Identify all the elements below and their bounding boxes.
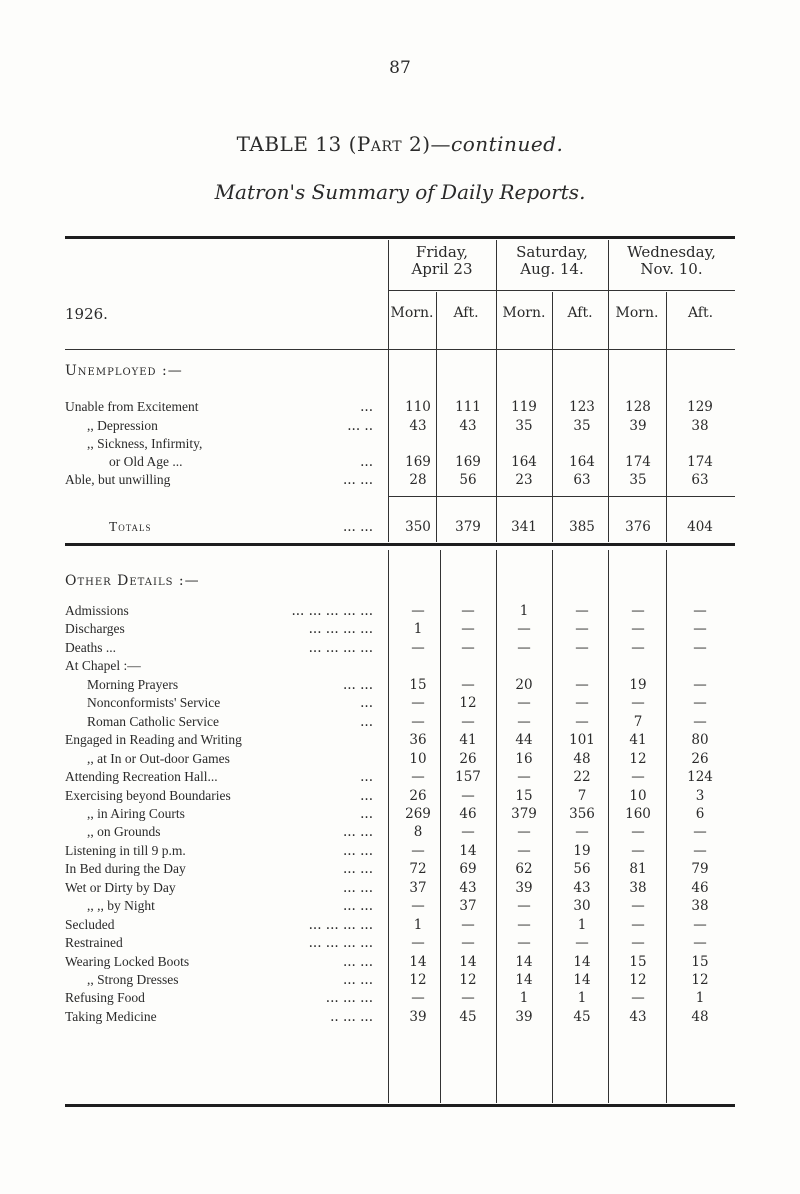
cell: 19 [629,676,647,693]
cell: — [631,898,645,915]
bottom-rule [65,1104,735,1107]
header-day-3-line2: Nov. 10. [640,260,703,278]
cell: 14 [573,972,591,988]
cell: 376 [625,519,651,535]
cell: — [517,621,531,638]
cell: 379 [455,519,481,535]
cell: 63 [573,472,591,488]
cell: 26 [691,750,709,767]
table-row [65,880,735,898]
table-row [65,658,735,676]
cell: 44 [515,732,533,749]
leader-dots: ... ... ... ... [308,935,373,952]
table-row [65,898,735,916]
cell: — [631,824,645,841]
row-label: Restrained [65,935,123,951]
row-label: Refusing Food [65,990,145,1006]
row-label: Deaths ... [65,639,116,655]
row-label: Secluded [65,916,115,932]
cell: 7 [633,713,643,730]
cell: — [411,639,425,656]
table-row [65,399,735,417]
row-label: ,, Sickness, Infirmity, [87,436,203,451]
cell: — [631,603,645,619]
cell: — [461,935,475,952]
row-label: Roman Catholic Service [87,713,219,729]
header-day-2-line2: Aug. 14. [520,260,584,278]
cell: 56 [459,472,477,488]
header-day-1 [388,244,496,278]
cell: 19 [573,842,591,859]
cell: 14 [515,972,533,988]
cell: — [693,916,707,933]
cell: 35 [573,418,591,434]
row-label: Engaged in Reading and Writing [65,732,242,748]
cell: 30 [573,898,591,915]
cell: 14 [459,842,477,859]
cell: 119 [511,399,537,415]
cell: 35 [629,472,647,488]
cell: 72 [409,861,427,878]
cell: 23 [515,472,533,488]
cell: 174 [687,454,713,470]
cell: — [411,695,425,712]
table-row [65,990,735,1008]
leader-dots: ... ... ... ... [308,621,373,638]
table-row [65,1009,735,1027]
cell: 43 [459,418,477,434]
table-title [0,132,800,156]
table-row [65,806,735,824]
cell: — [517,639,531,656]
cell: 12 [629,972,647,988]
leader-dots: ... ... [342,953,373,970]
cell: 39 [515,879,533,896]
leader-dots: ... ... ... [325,990,373,1007]
cell: 15 [515,787,533,804]
cell: — [575,935,589,952]
cell: 12 [629,750,647,767]
cell: — [631,916,645,933]
cell: 174 [625,454,651,470]
row-label: ,, ,, by Night [87,898,155,914]
table-row [65,972,735,990]
cell: — [631,769,645,786]
header-day-3-line1: Wednesday, [627,243,716,261]
header-bottom-rule [65,349,735,350]
cell: — [693,676,707,693]
title-prefix: TABLE 13 ( [236,132,357,156]
cell: 101 [569,732,595,749]
cell: 111 [455,399,481,415]
cell: 1 [413,916,423,933]
cell: 350 [405,519,431,535]
header-day-1-line1: Friday, [415,243,469,261]
cell: 14 [515,953,533,970]
cell: — [411,842,425,859]
middle-rule [65,543,735,546]
header-sub-3: Morn. [502,305,546,321]
cell: — [517,695,531,712]
row-label: At Chapel :— [65,658,141,674]
cell: — [631,639,645,656]
cell: 43 [573,879,591,896]
cell: 48 [691,1008,709,1025]
table-row [65,640,735,658]
table-row [65,861,735,879]
leader-dots: ... ... [342,898,373,915]
cell: — [461,621,475,638]
table-row [65,418,735,436]
cell: 404 [687,519,713,535]
header-sub-6: Aft. [687,305,714,321]
row-label: ,, in Airing Courts [87,805,185,821]
table-row [65,843,735,861]
cell: — [411,713,425,730]
table-row [65,454,735,472]
cell: — [411,990,425,1007]
leader-dots: ... [360,399,373,415]
cell: 128 [625,399,651,415]
cell: — [461,916,475,933]
cell: 160 [625,805,651,822]
row-label: Admissions [65,603,129,618]
cell: 38 [691,898,709,915]
table-row [65,436,735,454]
cell: — [517,935,531,952]
cell: 14 [459,953,477,970]
cell: 157 [455,769,481,786]
cell: 38 [629,879,647,896]
cell: 37 [459,898,477,915]
row-label: ,, on Grounds [87,824,161,840]
cell: — [461,713,475,730]
cell: 123 [569,399,595,415]
leader-dots: ... [360,454,373,470]
row-label: Exercising beyond Boundaries [65,787,231,803]
leader-dots: ... .. [347,418,373,434]
cell: — [461,639,475,656]
row-label: Nonconformists' Service [87,695,221,711]
cell: 379 [511,805,537,822]
cell: — [693,842,707,859]
header-day-2 [496,244,608,278]
cell: — [693,621,707,638]
col-line-6 [666,292,667,542]
cell: 43 [629,1008,647,1025]
row-label: Listening in till 9 p.m. [65,842,186,858]
table-row [65,769,735,787]
unemployed-heading: Unemployed :— [65,363,183,379]
table-row [65,621,735,639]
cell: 38 [691,418,709,434]
table-row [65,935,735,953]
cell: — [575,676,589,693]
cell: 8 [413,824,423,841]
cell: 12 [409,972,427,988]
cell: 12 [691,972,709,988]
cell: 10 [629,787,647,804]
header-mid-rule [388,290,735,291]
cell: 110 [405,399,431,415]
header-sub-2: Aft. [453,305,479,321]
leader-dots: ... ... [342,842,373,859]
leader-dots: ... ... [342,519,373,535]
cell: 385 [569,519,595,535]
header-day-2-line1: Saturday, [516,243,588,261]
title-part: Part 2 [356,132,423,156]
cell: — [693,603,707,619]
row-label: ,, Depression [87,418,158,433]
cell: 46 [691,879,709,896]
leader-dots: ... [360,713,373,730]
cell: 3 [695,787,705,804]
cell: — [693,695,707,712]
table-row [65,472,735,490]
cell: — [631,842,645,859]
cell: 164 [569,454,595,470]
cell: — [517,769,531,786]
cell: 63 [691,472,709,488]
cell: 10 [409,750,427,767]
leader-dots: ... ... [342,861,373,878]
table-row [65,954,735,972]
cell: 1 [577,916,587,933]
table-subtitle: Matron's Summary of Daily Reports. [214,180,586,204]
row-label: In Bed during the Day [65,861,186,877]
table-row [65,751,735,769]
totals-label: Totals [109,519,152,534]
cell: — [411,898,425,915]
cell: — [517,824,531,841]
cell: — [693,713,707,730]
row-label: Unable from Excitement [65,399,199,414]
leader-dots: ... ... [342,972,373,988]
cell: 37 [409,879,427,896]
cell: 15 [691,953,709,970]
cell: 26 [409,787,427,804]
cell: — [575,639,589,656]
cell: 48 [573,750,591,767]
row-label: Wet or Dirty by Day [65,879,176,895]
header-sub-1: Morn. [390,305,434,321]
leader-dots: ... ... [342,472,373,488]
cell: 45 [459,1008,477,1025]
cell: — [461,824,475,841]
col-line-2 [436,292,437,542]
cell: — [517,713,531,730]
cell: — [461,787,475,804]
cell: 1 [519,603,529,619]
cell: 1 [577,990,587,1007]
cell: 26 [459,750,477,767]
cell: — [631,621,645,638]
totals-top-rule [388,496,735,497]
cell: — [631,695,645,712]
leader-dots: ... ... [342,676,373,693]
cell: 46 [459,805,477,822]
cell: — [461,676,475,693]
cell: 269 [405,805,431,822]
cell: 14 [409,953,427,970]
cell: 41 [459,732,477,749]
cell: — [461,990,475,1007]
header-day-3 [608,244,735,278]
cell: 1 [695,990,705,1007]
header-day-1-line2: April 23 [411,260,473,278]
cell: 16 [515,750,533,767]
cell: 14 [573,953,591,970]
cell: 129 [687,399,713,415]
cell: — [575,824,589,841]
leader-dots: ... ... ... ... ... [291,603,373,619]
cell: — [411,603,425,619]
year-header: 1926. [65,305,108,323]
cell: 62 [515,861,533,878]
leader-dots: ... [360,695,373,712]
cell: 12 [459,695,477,712]
cell: — [693,824,707,841]
row-label: Discharges [65,621,125,637]
table-row [65,917,735,935]
leader-dots: ... [360,769,373,786]
cell: — [411,769,425,786]
cell: 80 [691,732,709,749]
cell: 41 [629,732,647,749]
row-label: Morning Prayers [87,676,179,692]
other-details-heading: Other Details :— [65,573,200,589]
page-number: 87 [389,58,411,78]
cell: 1 [519,990,529,1007]
cell: — [575,603,589,619]
col-line-4 [552,292,553,542]
cell: 20 [515,676,533,693]
cell: — [631,990,645,1007]
row-label: Attending Recreation Hall... [65,769,218,785]
header-sub-4: Aft. [567,305,593,321]
cell: 356 [569,805,595,822]
header-sub-5: Morn. [615,305,659,321]
cell: 15 [629,953,647,970]
cell: 56 [573,861,591,878]
leader-dots: .. ... ... [330,1008,373,1025]
table-row [65,603,735,621]
cell: — [517,842,531,859]
title-continued: continued. [451,132,564,156]
cell: 81 [629,861,647,878]
cell: 79 [691,861,709,878]
row-label: ,, at In or Out-door Games [87,750,230,766]
cell: 36 [409,732,427,749]
cell: 1 [413,621,423,638]
totals-row [65,519,735,537]
cell: — [517,898,531,915]
cell: 45 [573,1008,591,1025]
table-row [65,732,735,750]
row-label: Able, but unwilling [65,472,171,487]
cell: 169 [455,454,481,470]
cell: 22 [573,769,591,786]
cell: 43 [409,418,427,434]
cell: 15 [409,676,427,693]
cell: — [575,695,589,712]
table-row [65,824,735,842]
leader-dots: ... ... ... ... [308,916,373,933]
cell: 28 [409,472,427,488]
cell: 39 [629,418,647,434]
cell: 124 [687,769,713,786]
row-label: or Old Age ... [109,454,183,469]
row-label: ,, Strong Dresses [87,972,179,987]
table-row [65,695,735,713]
row-label: Taking Medicine [65,1008,157,1024]
leader-dots: ... [360,787,373,804]
leader-dots: ... ... [342,824,373,841]
cell: 164 [511,454,537,470]
cell: — [631,935,645,952]
cell: 341 [511,519,537,535]
cell: 169 [405,454,431,470]
cell: — [693,639,707,656]
cell: 69 [459,861,477,878]
cell: 7 [577,787,587,804]
row-label: Wearing Locked Boots [65,953,190,969]
cell: 43 [459,879,477,896]
cell: — [575,713,589,730]
cell: 12 [459,972,477,988]
cell: — [461,603,475,619]
table-row [65,714,735,732]
cell: — [693,935,707,952]
cell: 35 [515,418,533,434]
cell: — [411,935,425,952]
leader-dots: ... ... [342,879,373,896]
cell: 6 [695,805,705,822]
cell: — [575,621,589,638]
table-row [65,677,735,695]
cell: 39 [409,1008,427,1025]
leader-dots: ... [360,805,373,822]
top-rule [65,236,735,239]
leader-dots: ... ... ... ... [308,639,373,656]
cell: — [517,916,531,933]
table-row [65,788,735,806]
title-suffix: )— [422,132,451,156]
cell: 39 [515,1008,533,1025]
